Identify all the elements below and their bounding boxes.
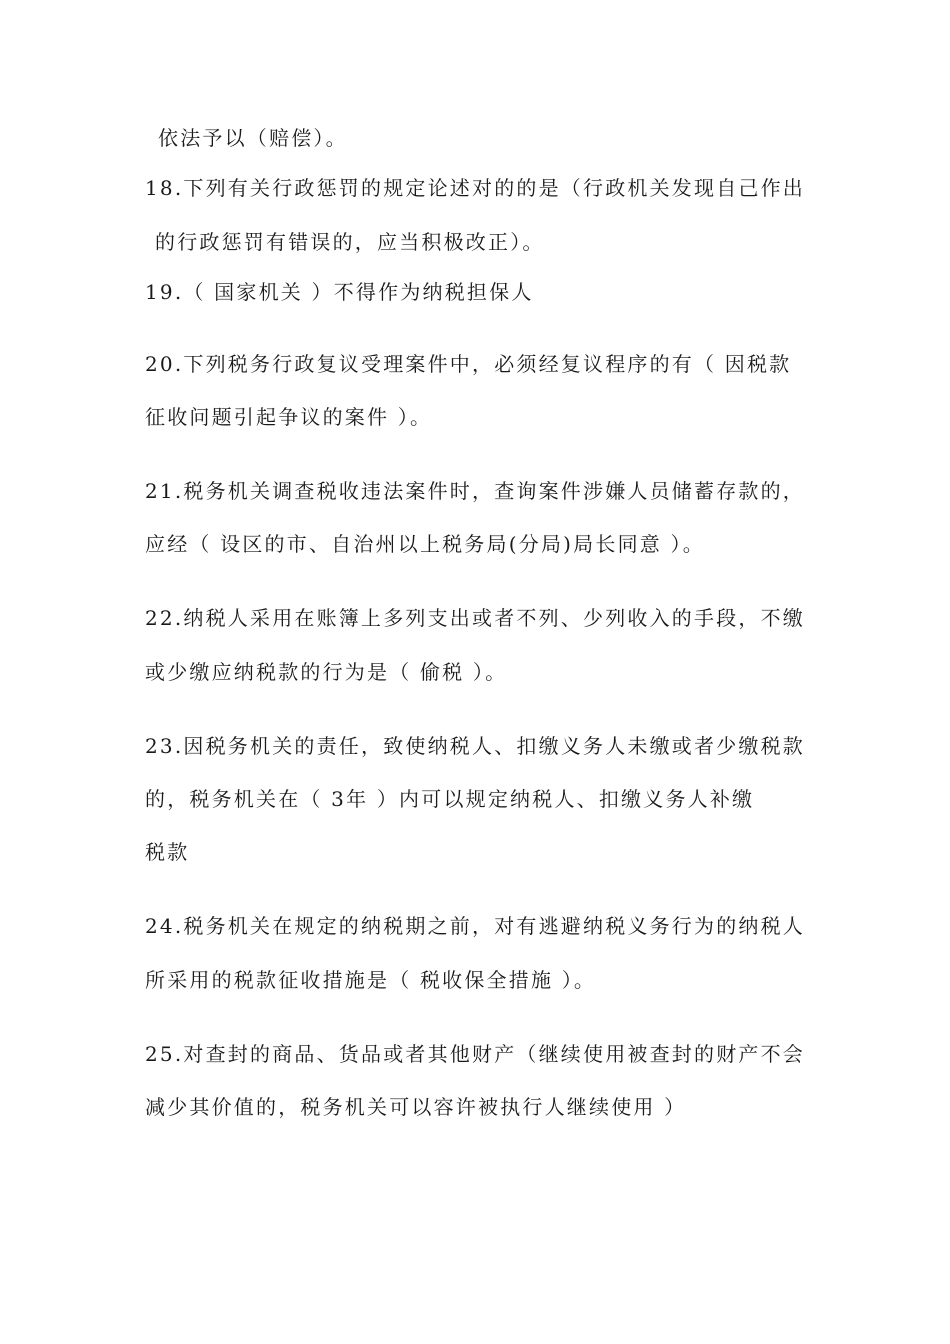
question-22: 22.纳税人采用在账簿上多列支出或者不列、少列收入的手段，不缴 bbox=[145, 606, 806, 630]
text-line: 税款 bbox=[145, 840, 190, 864]
question-25: 25.对查封的商品、货品或者其他财产（继续使用被查封的财产不会 bbox=[145, 1042, 806, 1066]
question-21: 21.税务机关调查税收违法案件时，查询案件涉嫌人员储蓄存款的， bbox=[145, 479, 806, 503]
text-line: 应经（ 设区的市、自治州以上税务局(分局)局长同意 ）。 bbox=[145, 532, 705, 556]
question-19: 19.（ 国家机关 ）不得作为纳税担保人 bbox=[145, 280, 534, 304]
question-23: 23.因税务机关的责任，致使纳税人、扣缴义务人未缴或者少缴税款 bbox=[145, 734, 806, 758]
text-line: 征收问题引起争议的案件 ）。 bbox=[145, 405, 433, 429]
text-line: 或少缴应纳税款的行为是（ 偷税 ）。 bbox=[145, 660, 508, 684]
text-line: 所采用的税款征收措施是（ 税收保全措施 ）。 bbox=[145, 968, 597, 992]
text-line: 的，税务机关在（ 3年 ）内可以规定纳税人、扣缴义务人补缴 bbox=[145, 787, 755, 811]
text-line: 依法予以（赔偿）。 bbox=[158, 126, 348, 150]
text-line: 的行政惩罚有错误的，应当积极改正）。 bbox=[155, 230, 545, 254]
question-20: 20.下列税务行政复议受理案件中，必须经复议程序的有（ 因税款 bbox=[145, 352, 792, 376]
question-24: 24.税务机关在规定的纳税期之前，对有逃避纳税义务行为的纳税人 bbox=[145, 914, 806, 938]
question-18: 18.下列有关行政惩罚的规定论述对的的是（行政机关发现自己作出 bbox=[145, 176, 806, 200]
text-line: 减少其价值的，税务机关可以容许被执行人继续使用 ） bbox=[145, 1095, 687, 1119]
